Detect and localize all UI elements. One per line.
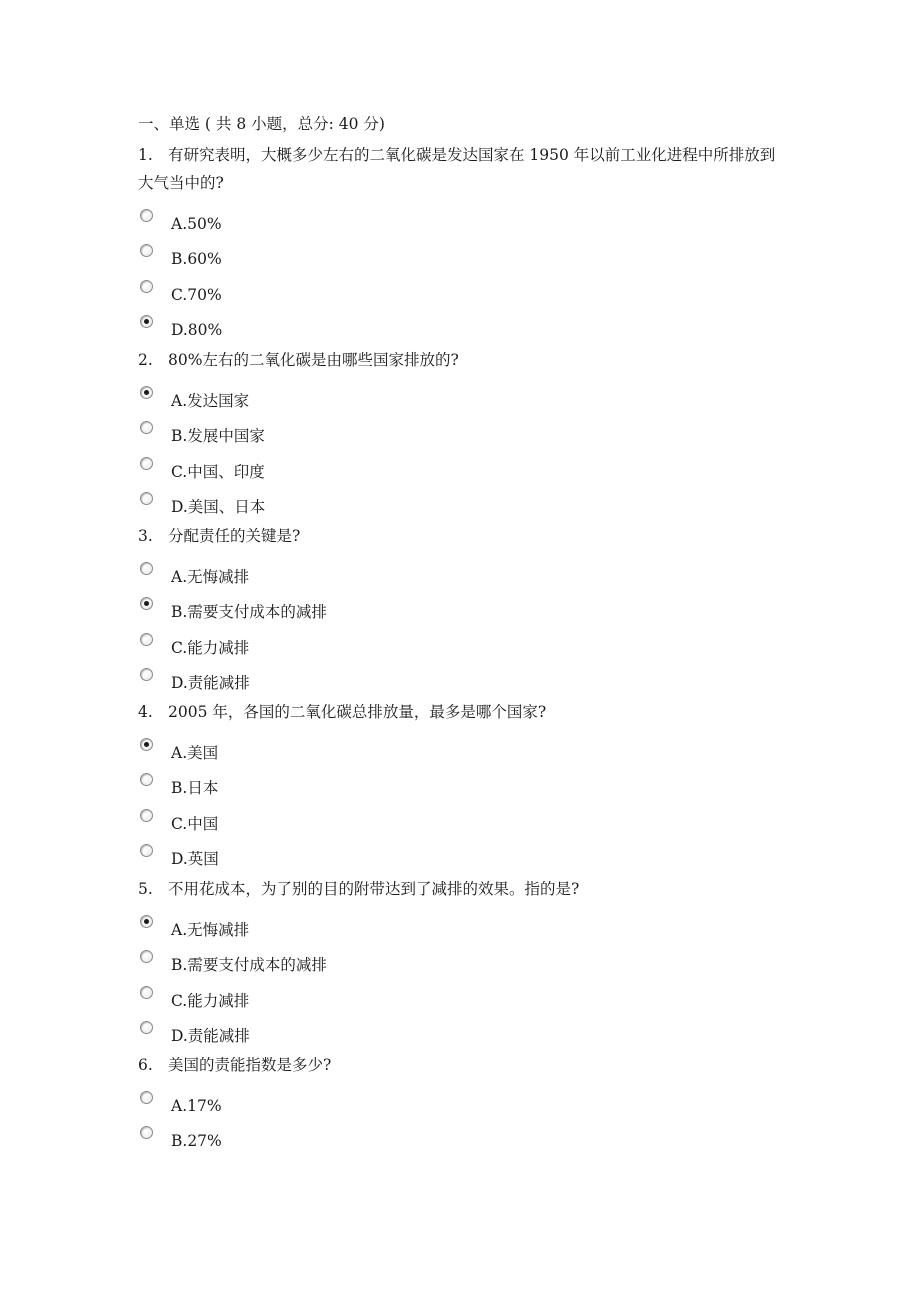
option-label: D.责能减排: [171, 1027, 250, 1045]
option-label: A.50%: [171, 215, 222, 233]
answer-option[interactable]: [140, 244, 540, 268]
answer-option[interactable]: [140, 809, 540, 833]
question-text: [138, 875, 788, 903]
option-label: B.发展中国家: [171, 427, 265, 445]
answer-option[interactable]: [140, 950, 540, 974]
option-label: D.80%: [171, 321, 223, 339]
radio-button-selected[interactable]: [140, 315, 153, 328]
question-body: 不用花成本，为了别的目的附带达到了减排的效果。指的是?: [168, 880, 580, 898]
radio-button-selected[interactable]: [140, 915, 153, 928]
option-label: C.70%: [171, 286, 222, 304]
question-number: 6.: [138, 1056, 153, 1074]
question-number: 4.: [138, 703, 153, 721]
option-label: C.中国、印度: [171, 463, 265, 481]
radio-button[interactable]: [140, 280, 153, 293]
radio-button-selected[interactable]: [140, 738, 153, 751]
option-label: A.发达国家: [171, 392, 250, 410]
question-text: [138, 698, 788, 726]
answer-option[interactable]: [140, 386, 540, 410]
option-label: C.中国: [171, 815, 219, 833]
radio-button[interactable]: [140, 844, 153, 857]
question-body: 有研究表明，大概多少左右的二氧化碳是发达国家在 1950 年以前工业化进程中所排放到大气当中的?: [138, 146, 776, 192]
option-label: B.60%: [171, 250, 222, 268]
option-label: D.责能减排: [171, 674, 250, 692]
radio-button[interactable]: [140, 562, 153, 575]
option-label: B.27%: [171, 1132, 222, 1150]
option-label: C.能力减排: [171, 992, 250, 1010]
question-text: [138, 522, 788, 550]
radio-button[interactable]: [140, 809, 153, 822]
radio-button[interactable]: [140, 209, 153, 222]
option-label: D.美国、日本: [171, 498, 266, 516]
radio-button[interactable]: [140, 950, 153, 963]
answer-option[interactable]: [140, 1021, 540, 1045]
radio-button[interactable]: [140, 773, 153, 786]
option-label: A.无悔减排: [171, 921, 250, 939]
question-number: 5.: [138, 880, 153, 898]
option-label: A.17%: [171, 1097, 222, 1115]
answer-option[interactable]: [140, 280, 540, 304]
radio-button[interactable]: [140, 1091, 153, 1104]
option-label: D.英国: [171, 850, 219, 868]
answer-option[interactable]: [140, 421, 540, 445]
radio-button-selected[interactable]: [140, 597, 153, 610]
question-number: 1.: [138, 146, 153, 164]
radio-button[interactable]: [140, 668, 153, 681]
option-label: B.需要支付成本的减排: [171, 603, 327, 621]
answer-option[interactable]: [140, 844, 540, 868]
radio-button[interactable]: [140, 1126, 153, 1139]
radio-button[interactable]: [140, 986, 153, 999]
question-text: [138, 141, 788, 197]
answer-option[interactable]: [140, 986, 540, 1010]
question-text: [138, 346, 788, 374]
option-label: A.美国: [171, 744, 219, 762]
radio-button[interactable]: [140, 1021, 153, 1034]
question-body: 美国的责能指数是多少?: [168, 1056, 332, 1074]
option-label: B.日本: [171, 779, 219, 797]
radio-button[interactable]: [140, 244, 153, 257]
answer-option[interactable]: [140, 773, 540, 797]
answer-option[interactable]: [140, 738, 540, 762]
answer-option[interactable]: [140, 1126, 540, 1150]
radio-button[interactable]: [140, 633, 153, 646]
answer-option[interactable]: [140, 915, 540, 939]
question-body: 80%左右的二氧化碳是由哪些国家排放的?: [168, 351, 459, 369]
option-label: C.能力减排: [171, 639, 250, 657]
answer-option[interactable]: [140, 1091, 540, 1115]
radio-button[interactable]: [140, 457, 153, 470]
answer-option[interactable]: [140, 315, 540, 339]
answer-option[interactable]: [140, 668, 540, 692]
answer-option[interactable]: [140, 209, 540, 233]
radio-button-selected[interactable]: [140, 386, 153, 399]
answer-option[interactable]: [140, 597, 540, 621]
answer-option[interactable]: [140, 457, 540, 481]
question-body: 分配责任的关键是?: [168, 527, 301, 545]
answer-option[interactable]: [140, 633, 540, 657]
question-body: 2005 年，各国的二氧化碳总排放量，最多是哪个国家?: [168, 703, 547, 721]
answer-option[interactable]: [140, 562, 540, 586]
option-label: B.需要支付成本的减排: [171, 956, 327, 974]
question-number: 3.: [138, 527, 153, 545]
radio-button[interactable]: [140, 421, 153, 434]
radio-button[interactable]: [140, 492, 153, 505]
section-header: 一、单选 ( 共 8 小题，总分: 40 分): [138, 115, 385, 133]
option-label: A.无悔减排: [171, 568, 250, 586]
answer-option[interactable]: [140, 492, 540, 516]
question-text: [138, 1051, 788, 1079]
question-number: 2.: [138, 351, 153, 369]
